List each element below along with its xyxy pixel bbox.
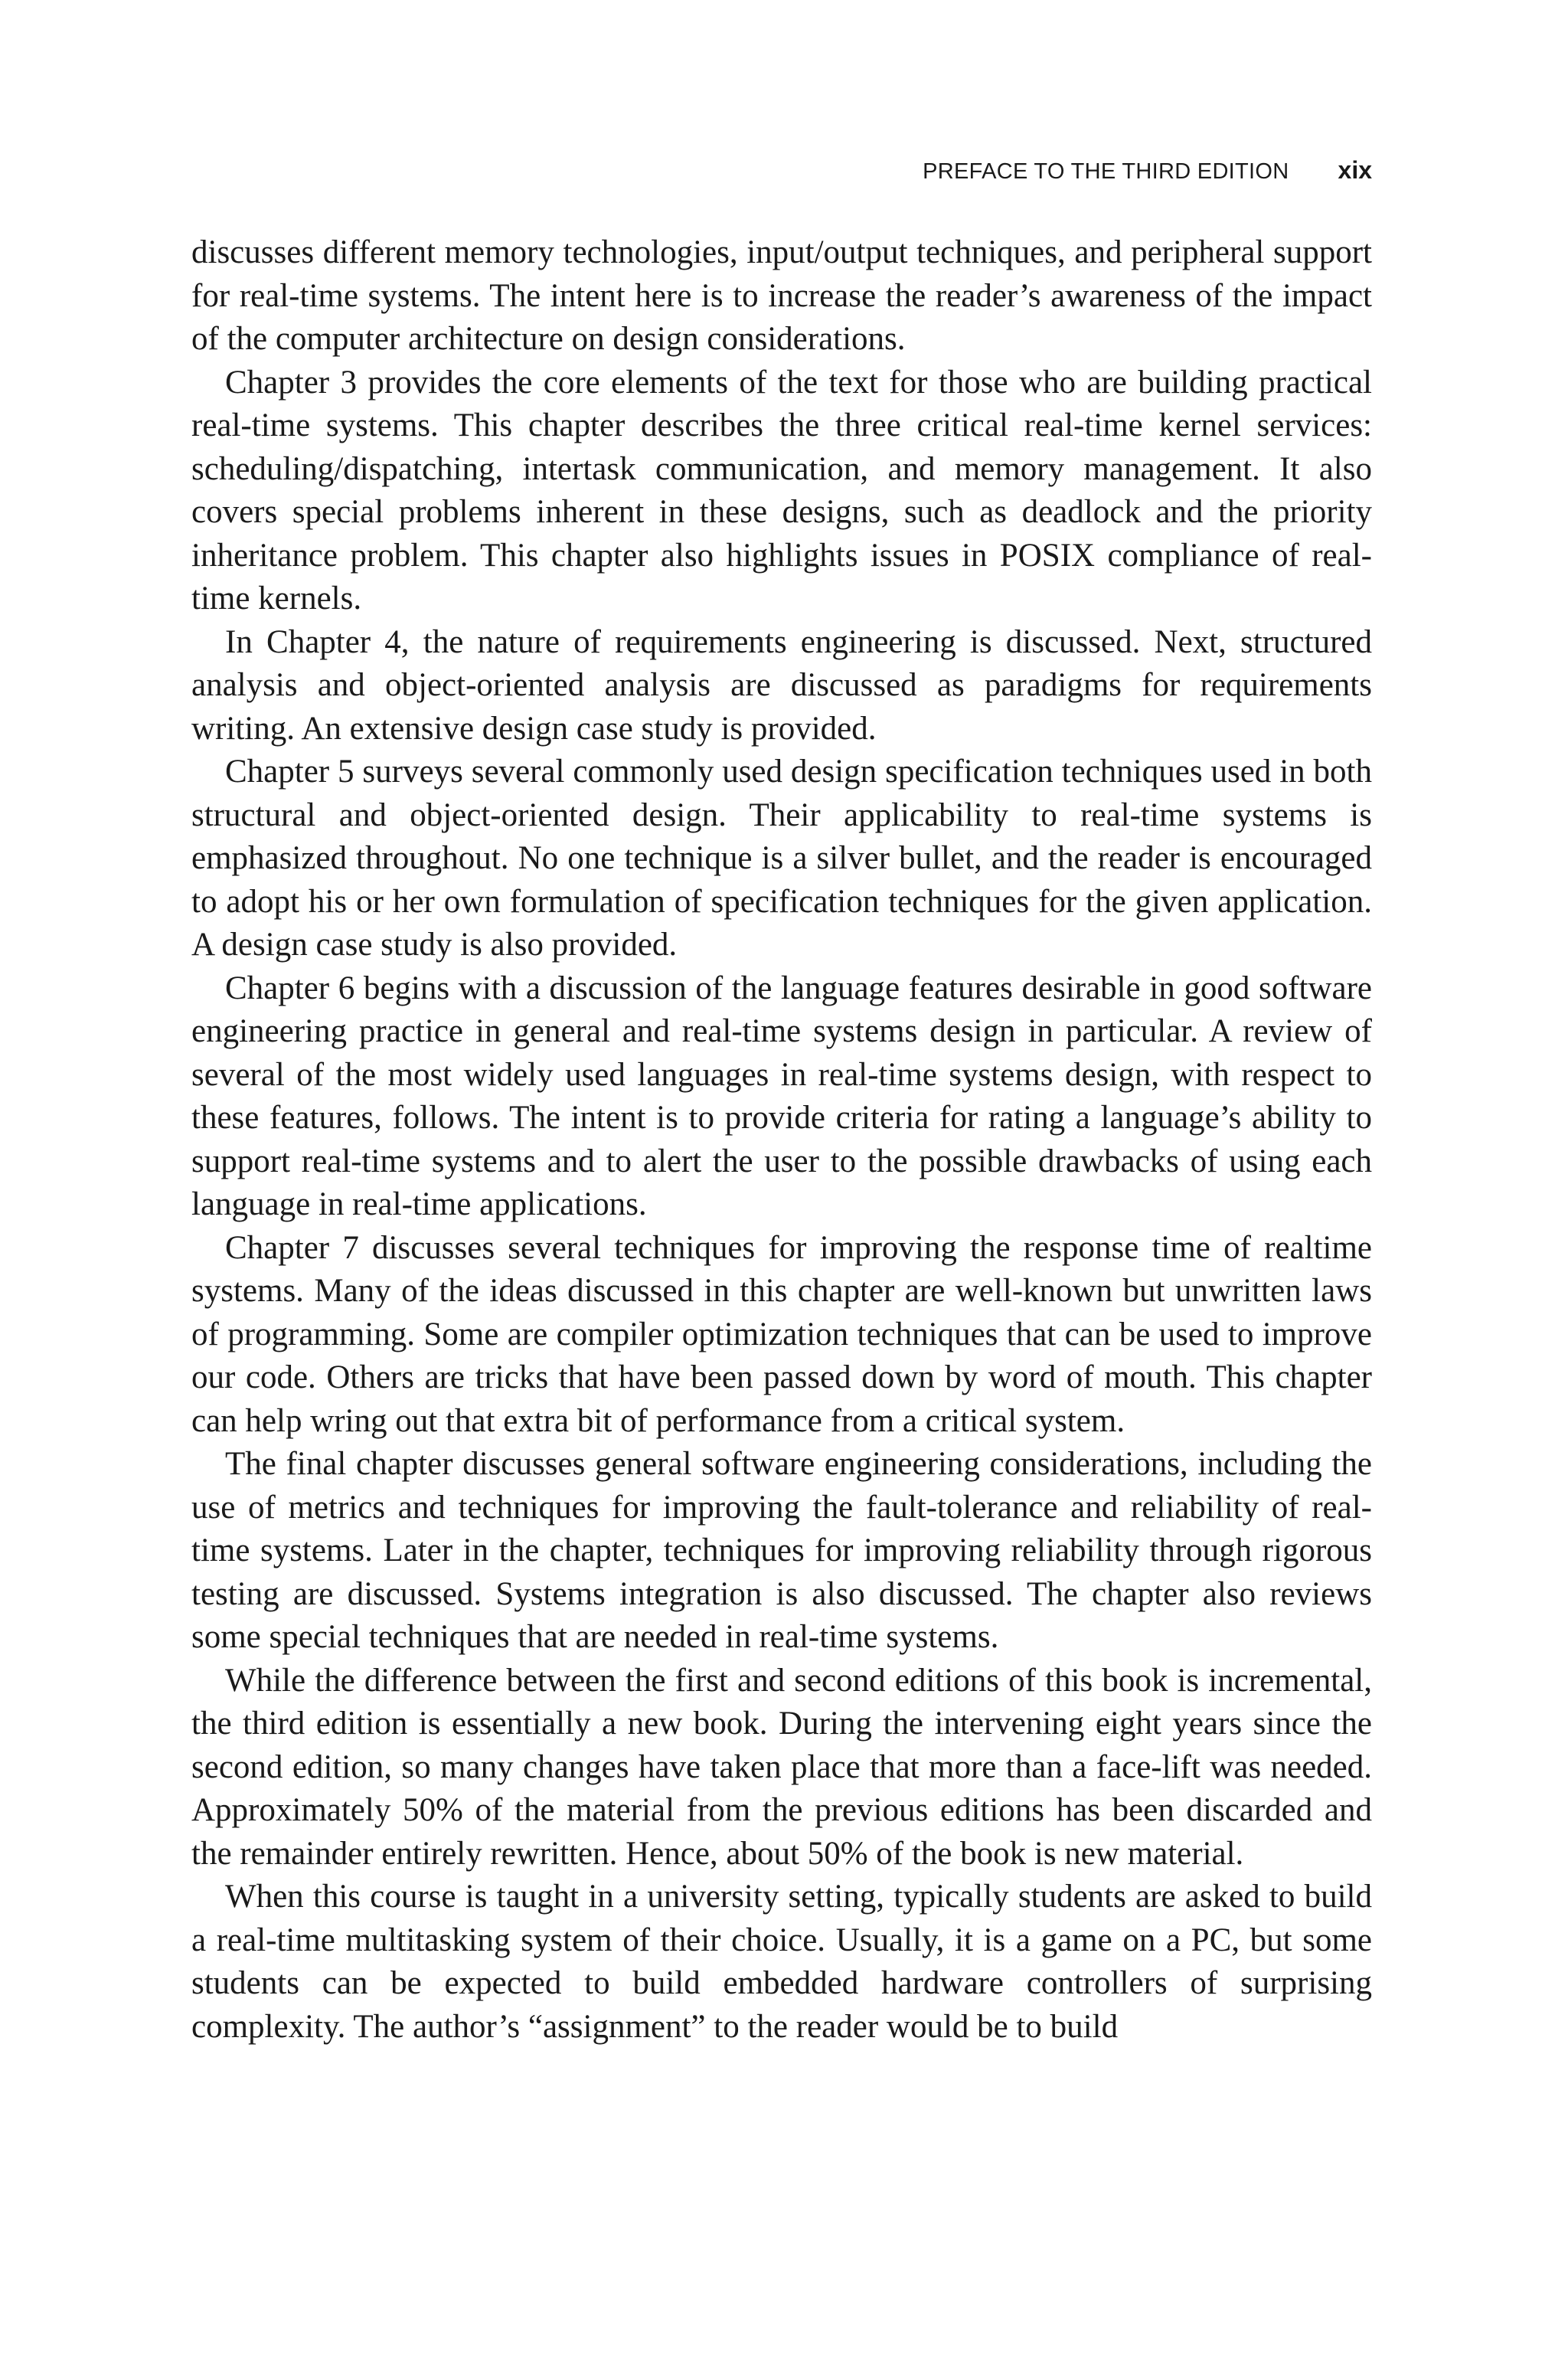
paragraph-chapter-6: Chapter 6 begins with a discussion of the language features desirable in good software engineering practice in general and real-time systems design in particular. A review of several of the most widely used languages in real-time systems design, with respect to these features, follows. The intent is to provide criteria for rating a language’s ability to support real-time systems and to alert the user to the possible drawbacks of using each language in real-time applications. <box>191 970 1372 1222</box>
paragraph-chapter-3: Chapter 3 provides the core elements of the text for those who are building practical real-time systems. This chapter describes the three critical real-time kernel services: scheduling/dispatching, intertask communication, and memory management. It also covers special problems inherent in these designs, such as deadlock and the priority inheritance problem. This chapter also highlights issues in POSIX compliance of real-time kernels. <box>191 364 1372 617</box>
body-text <box>191 231 1372 2049</box>
page-number: xix <box>1338 156 1372 184</box>
running-head-title: PREFACE TO THE THIRD EDITION <box>923 159 1289 184</box>
paragraph-chapter-5: Chapter 5 surveys several commonly used design specification techniques used in both structural and object-oriented design. Their applicability to real-time systems is emphasized throughout. No one technique is a silver bullet, and the reader is encouraged to adopt his or her own formulation of specification techniques for the given application. A design case study is also provided. <box>191 754 1372 963</box>
paragraph-course: When this course is taught in a university setting, typically students are asked to build a real-time multitasking system of their choice. Usually, it is a game on a PC, but some students can be expected to build embedded hardware controllers of surprising complexity. The author’s “assignment” to the reader would be to build <box>191 1879 1372 2045</box>
paragraph-continued: discusses different memory technologies, input/output techniques, and peripheral support for real-time systems. The intent here is to increase the reader’s awareness of the impact of the computer architecture on design considerations. <box>191 234 1372 357</box>
paragraph-editions: While the difference between the first and second editions of this book is incremental, the third edition is essentially a new book. During the intervening eight years since the second edition, so many changes have taken place that more than a face-lift was needed. Approximately 50% of the material from the previous editions has been discarded and the remainder entirely rewritten. Hence, about 50% of the book is new material. <box>191 1662 1372 1872</box>
paragraph-chapter-7: Chapter 7 discusses several techniques for improving the response time of realtime systems. Many of the ideas discussed in this chapter are well-known but unwritten laws of programming. Some are compiler optimization techniques that can be used to improve our code. Others are tricks that have been passed down by word of mouth. This chapter can help wring out that extra bit of performance from a critical system. <box>191 1229 1372 1439</box>
paragraph-chapter-4: In Chapter 4, the nature of requirements engineering is discussed. Next, structured analysis and object-oriented analysis are discussed as paradigms for requirements writing. An extensive design case study is provided. <box>191 623 1372 747</box>
running-head <box>191 156 1372 193</box>
paragraph-final-chapter: The final chapter discusses general software engineering considerations, including the use of metrics and techniques for improving the fault-tolerance and reliability of real-time systems. Later in the chapter, techniques for improving reliability through rigorous testing are discussed. Systems integration is also discussed. The chapter also reviews some special techniques that are needed in real-time systems. <box>191 1446 1372 1655</box>
